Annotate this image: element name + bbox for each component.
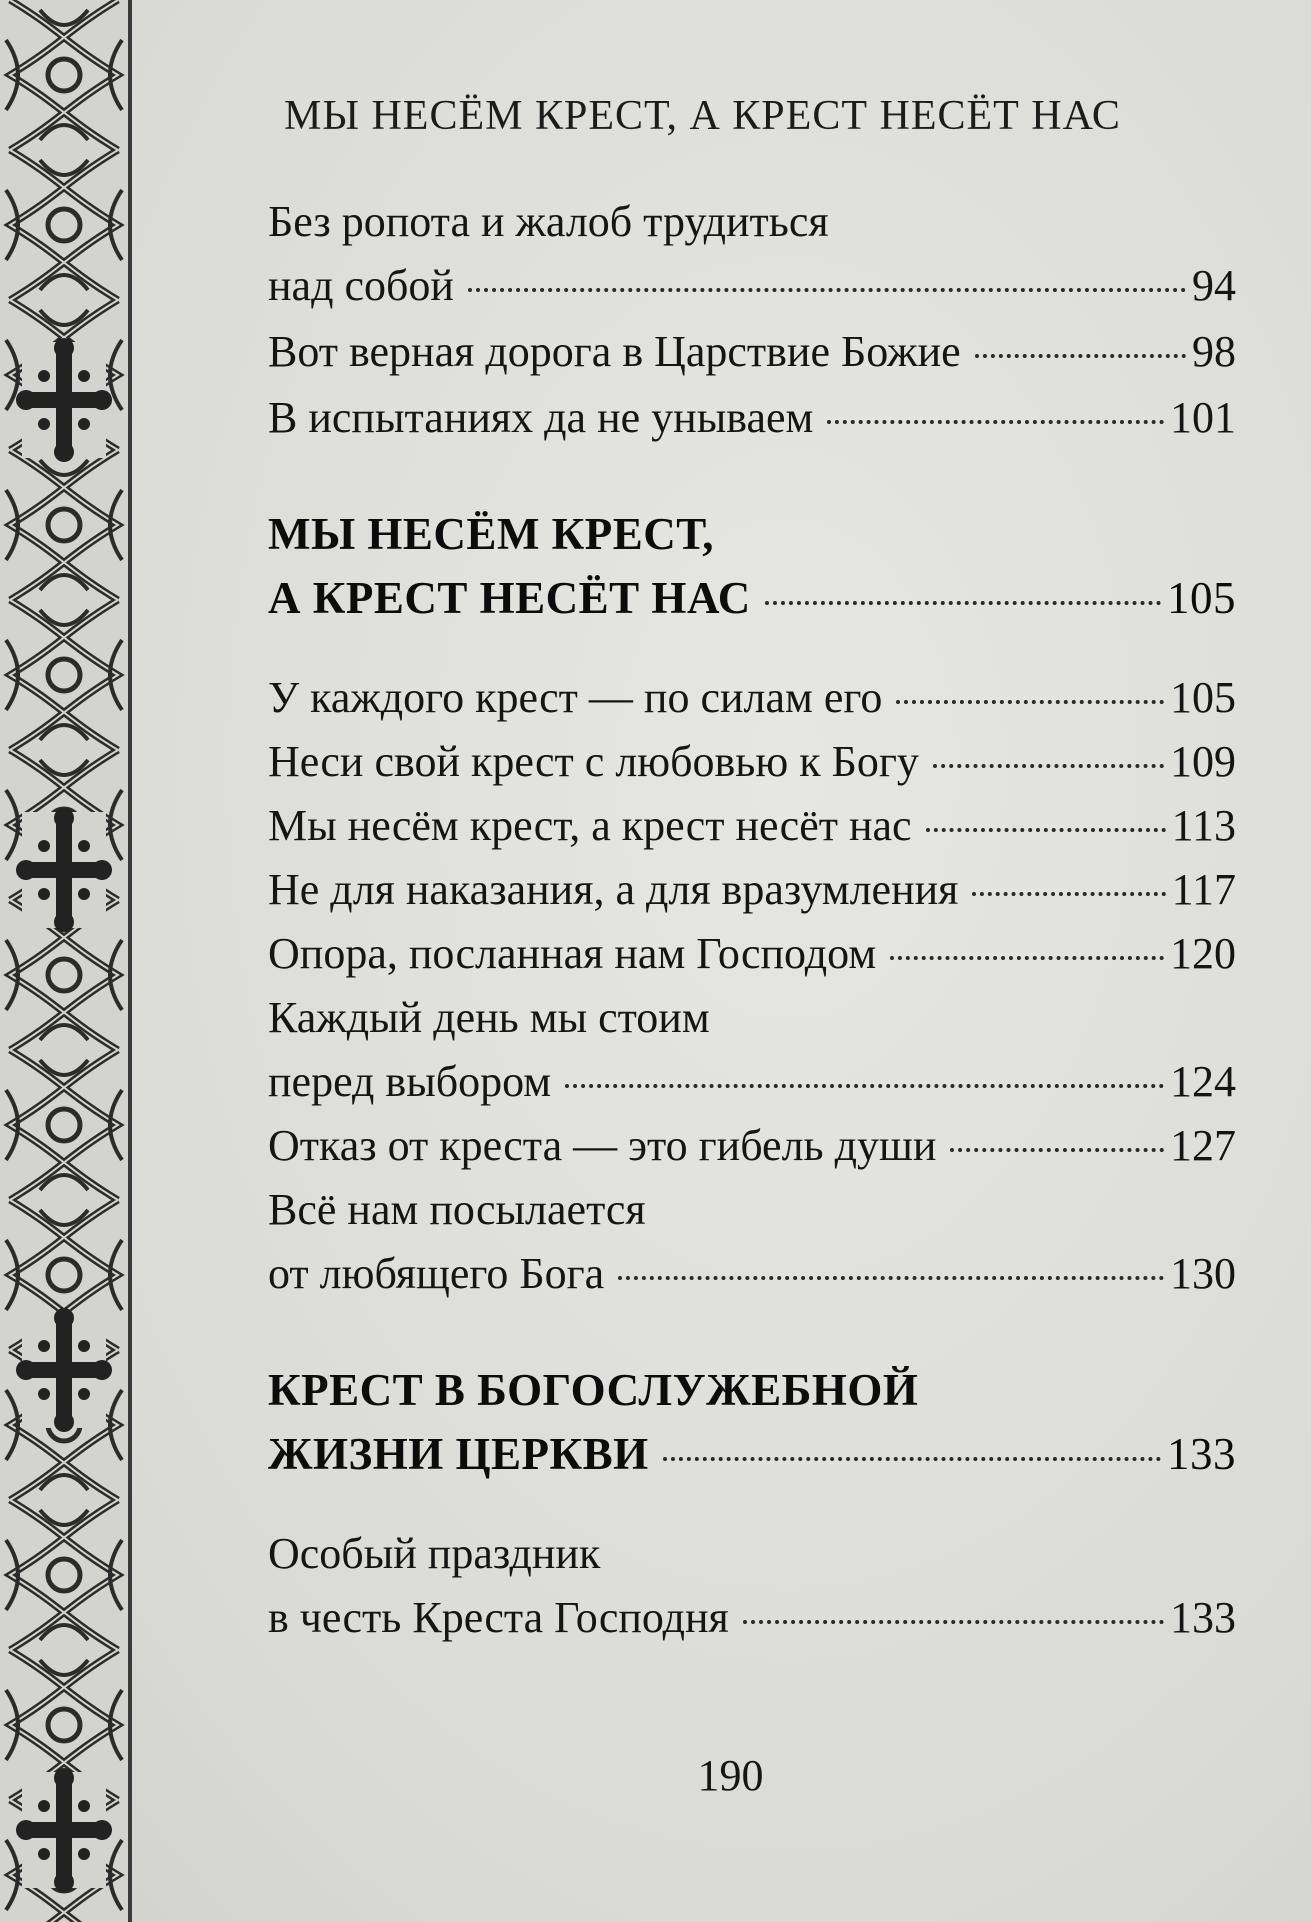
dot-leader	[565, 1084, 1164, 1088]
toc-page-number: 130	[1170, 1249, 1236, 1298]
toc-section-heading[interactable]	[268, 502, 1236, 630]
section-title: ЖИЗНИ ЦЕРКВИ	[268, 1429, 649, 1479]
toc-entry-title: перед выбором	[268, 1057, 552, 1106]
toc-page-number: 133	[1170, 1593, 1236, 1642]
toc-entry-title: Не для наказания, а для вразумления	[268, 865, 959, 914]
dot-leader	[926, 828, 1166, 832]
toc-page-number: 105	[1167, 573, 1236, 623]
toc-page-number: 124	[1170, 1057, 1236, 1106]
toc-entry-line1: Без ропота и жалоб трудиться	[268, 197, 829, 246]
toc-page-number: 113	[1171, 801, 1236, 850]
toc-page-number: 105	[1170, 673, 1236, 722]
toc-entry[interactable]	[268, 666, 1236, 730]
toc-page-number: 94	[1192, 261, 1236, 310]
dot-leader	[933, 764, 1164, 768]
toc-entry-title: Вот верная дорога в Царствие Божие	[268, 327, 961, 376]
toc-entry-title: над собой	[268, 261, 454, 310]
toc-page-number: 127	[1170, 1121, 1236, 1170]
toc-entry-title: Отказ от креста — это гибель души	[268, 1121, 937, 1170]
dot-leader	[663, 1457, 1161, 1461]
toc-page-number: 117	[1171, 865, 1236, 914]
toc-entry-title: В испытаниях да не унываем	[268, 393, 814, 442]
toc-entry-title: Мы несём крест, а крест несёт нас	[268, 801, 912, 850]
toc-section-heading[interactable]	[268, 1358, 1236, 1486]
section-title-line1: КРЕСТ В БОГОСЛУЖЕБНОЙ	[268, 1365, 919, 1415]
toc-entry[interactable]	[268, 1114, 1236, 1178]
toc-entry[interactable]	[268, 1586, 1236, 1650]
toc-entry[interactable]	[268, 922, 1236, 986]
toc-entry-title: Неси свой крест с любовью к Богу	[268, 737, 919, 786]
dot-leader	[896, 700, 1164, 704]
celtic-knot-cross-border-icon	[0, 0, 128, 1922]
dot-leader	[972, 892, 1165, 896]
dot-leader	[468, 288, 1186, 292]
toc-entry-title: У каждого крест — по силам его	[268, 673, 883, 722]
toc-page-number: 98	[1192, 327, 1236, 376]
toc-entry[interactable]	[268, 254, 1236, 318]
toc-page-number: 101	[1170, 393, 1236, 442]
toc-entry-title: Опора, посланная нам Господом	[268, 929, 877, 978]
toc-entry[interactable]	[268, 1242, 1236, 1306]
toc-entry[interactable]	[268, 320, 1236, 384]
toc-entry[interactable]	[268, 386, 1236, 450]
dot-leader	[765, 601, 1161, 605]
toc-page-number: 133	[1167, 1429, 1236, 1479]
dot-leader	[890, 956, 1164, 960]
toc-page-number: 120	[1170, 929, 1236, 978]
running-head: МЫ НЕСЁМ КРЕСТ, А КРЕСТ НЕСЁТ НАС	[284, 93, 1121, 139]
toc-entry[interactable]	[268, 794, 1236, 858]
table-of-contents	[268, 190, 1236, 1650]
page-number-footer: 190	[697, 1751, 764, 1800]
section-title: А КРЕСТ НЕСЁТ НАС	[268, 573, 751, 623]
ornamental-border	[0, 0, 132, 1922]
toc-entry-line1: Всё нам посылается	[268, 1185, 646, 1234]
toc-entry-line1: Каждый день мы стоим	[268, 993, 710, 1042]
toc-entry[interactable]	[268, 858, 1236, 922]
toc-page-number: 109	[1170, 737, 1236, 786]
dot-leader	[827, 420, 1164, 424]
toc-entry[interactable]	[268, 730, 1236, 794]
dot-leader	[743, 1620, 1164, 1624]
toc-entry[interactable]	[268, 1050, 1236, 1114]
toc-entry-title: от любящего Бога	[268, 1249, 605, 1298]
toc-entry-title: в честь Креста Господня	[268, 1593, 729, 1642]
toc-entry-line1: Особый праздник	[268, 1529, 601, 1578]
dot-leader	[618, 1276, 1164, 1280]
dot-leader	[950, 1148, 1164, 1152]
section-title-line1: МЫ НЕСЁМ КРЕСТ,	[268, 509, 715, 559]
dot-leader	[975, 354, 1186, 358]
